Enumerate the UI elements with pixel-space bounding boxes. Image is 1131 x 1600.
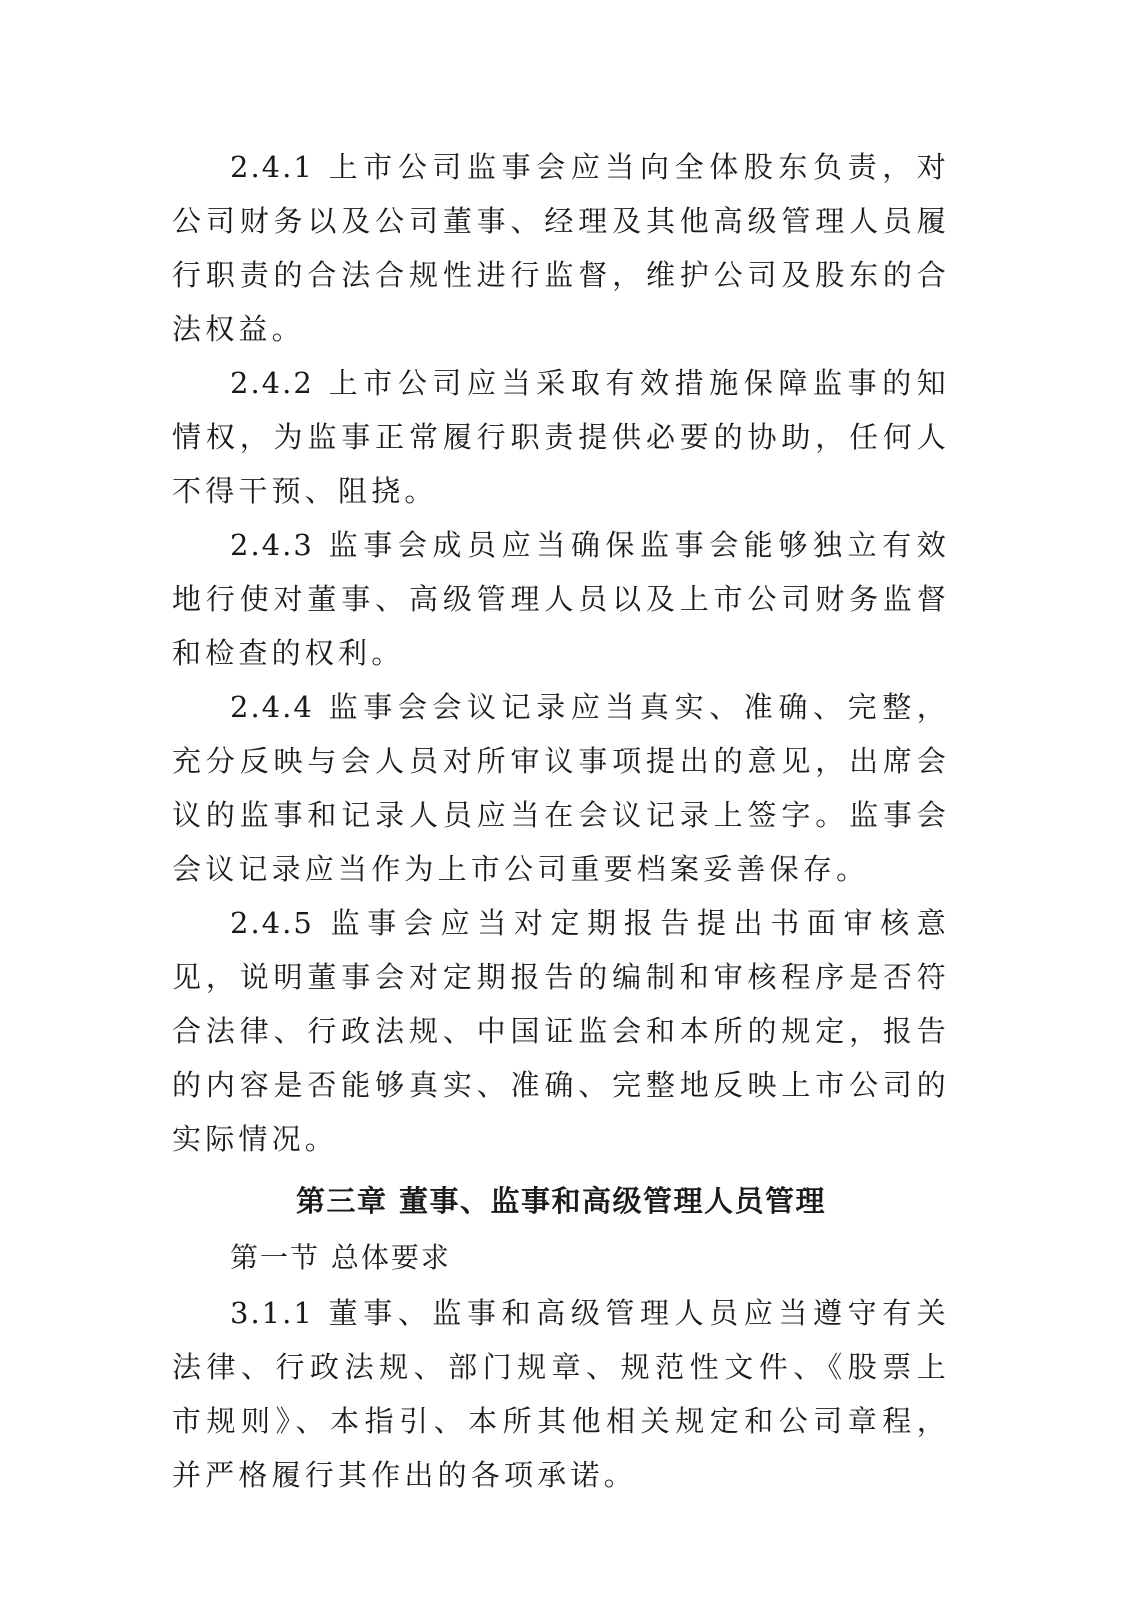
section-title: 第一节 总体要求 [230, 1241, 451, 1274]
clause-2-4-5 [172, 896, 950, 1166]
clause-3-1-1 [172, 1286, 950, 1502]
clause-2-4-2 [172, 356, 950, 518]
document-body [172, 140, 950, 1502]
clause-number: 2.4.3 [230, 528, 314, 562]
clause-number: 2.4.1 [230, 150, 314, 184]
clause-text: 监事会应当对定期报告提出书面审核意见，说明董事会对定期报告的编制和审核程序是否符合法律、行政法规、中国证监会和本所的规定，报告的内容是否能够真实、准确、完整地反映上市公司的实际情况。 [172, 906, 950, 1156]
clause-number: 2.4.2 [230, 366, 314, 400]
clause-text: 上市公司监事会应当向全体股东负责，对公司财务以及公司董事、经理及其他高级管理人员履行职责的合法合规性进行监督，维护公司及股东的合法权益。 [172, 150, 950, 346]
clause-text: 上市公司应当采取有效措施保障监事的知情权，为监事正常履行职责提供必要的协助，任何人不得干预、阻挠。 [172, 366, 950, 508]
chapter-title: 第三章 董事、监事和高级管理人员管理 [295, 1184, 827, 1218]
clause-text: 监事会会议记录应当真实、准确、完整，充分反映与会人员对所审议事项提出的意见，出席会议的监事和记录人员应当在会议记录上签字。监事会会议记录应当作为上市公司重要档案妥善保存。 [172, 690, 950, 886]
clause-2-4-1 [172, 140, 950, 356]
clause-text: 监事会成员应当确保监事会能够独立有效地行使对董事、高级管理人员以及上市公司财务监督和检查的权利。 [172, 528, 950, 670]
clause-number: 2.4.4 [230, 690, 314, 724]
clause-text: 董事、监事和高级管理人员应当遵守有关法律、行政法规、部门规章、规范性文件、《股票上市规则》、本指引、本所其他相关规定和公司章程，并严格履行其作出的各项承诺。 [172, 1296, 950, 1492]
clause-2-4-3 [172, 518, 950, 680]
clause-2-4-4 [172, 680, 950, 896]
clause-number: 2.4.5 [230, 906, 314, 940]
clause-number: 3.1.1 [230, 1296, 314, 1330]
